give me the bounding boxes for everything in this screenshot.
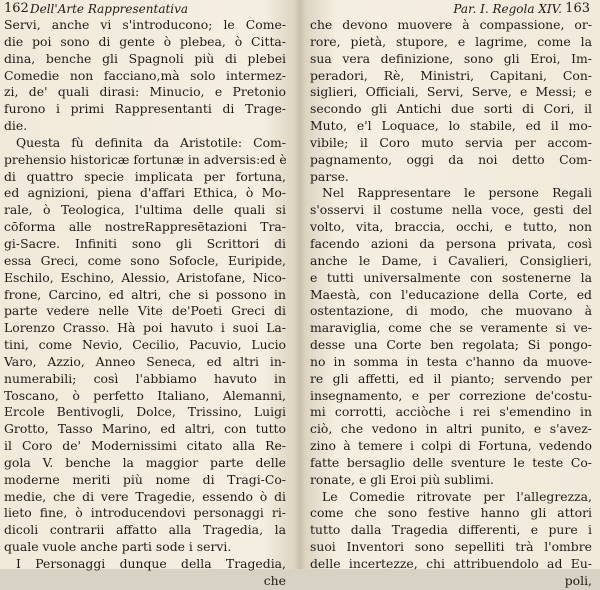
text-line: dicoli contrarii affatto alla Tragedia, la (4, 522, 286, 538)
text-line: Muto, e'l Loquace, lo stabile, ed il mo- (310, 118, 592, 134)
text-line: ronate, e gli Eroi più sublimi. (310, 471, 494, 487)
text-line: sua vera definizione, sono gli Eroi, Im- (310, 50, 592, 66)
left-page (0, 1, 292, 588)
right-page-header (310, 2, 592, 16)
text-line: secondo gli Antichi due sorti di Cori, il (310, 101, 592, 117)
text-line: Lorenzo Crasso. Hà poi havuto i suoi La- (4, 320, 286, 336)
text-line: Varo, Azzio, Anneo Seneca, ed altri in- (4, 353, 286, 369)
text-line: gola V. benche la maggior parte delle (4, 454, 286, 470)
text-line: ed agnizioni, piena d'affari Ethica, ò Mo- (4, 185, 286, 201)
text-line: s'osservi il costume nella voce, gesti del (310, 202, 592, 218)
text-line: moderne meriti più nome di Tragi-Co- (4, 471, 286, 487)
text-line: suoi Inventori sono sepelliti trà l'ombre (310, 539, 592, 555)
right-page (304, 1, 596, 588)
text-line: ciò, che vedono in altri punito, e s'avez- (310, 421, 592, 437)
text-line: Servi, anche vi s'introducono; le Come- (4, 17, 286, 32)
text-line: Eschilo, Eschino, Alessio, Aristofane, Nico- (4, 269, 286, 285)
text-line: pagnamento, oggi da noi detto Com- (310, 151, 592, 167)
text-line: essa Greci, come sono Sofocle, Euripide, (4, 252, 286, 268)
text-line: e tutti universalmente con sostenerne la (310, 269, 592, 285)
text-line: Nel Rappresentare le persone Regali (322, 185, 592, 201)
text-line: Maestà, con l'educazione della Corte, ed (310, 286, 592, 302)
text-line: frone, Carcino, ed altri, che si possono in (4, 286, 286, 302)
text-line: zino à temere i colpi di Fortuna, vedendo (310, 438, 592, 454)
text-line: re gli affetti, ed il pianto; servendo per (310, 370, 592, 386)
text-line: lieto fine, ò introducendovi personaggi ri- (4, 505, 286, 521)
text-line: di quattro specie implicata per fortuna, (4, 168, 286, 184)
text-line: no in somma in testa c'hanno da muove- (310, 353, 592, 369)
text-line: Le Comedie ritrovate per l'allegrezza, (322, 488, 592, 504)
text-line: Toscano, ò perfetto Italiano, Alemanni, (4, 387, 286, 403)
text-line: medie, che di vere Tragedie, essendo ò di (4, 488, 286, 504)
text-line: die. (4, 118, 28, 134)
text-line: siglieri, Officiali, Servi, Serve, e Messi; e (310, 84, 592, 100)
text-line: rore, pietà, stupore, e lagrime, come la (310, 33, 592, 49)
running-head: Dell'Arte Rappresentativa (30, 2, 189, 16)
text-line: parte vedere nelle Vite de'Poeti Greci di (4, 303, 286, 319)
text-line: Grotto, Tasso Marino, ed altri, con tutto (4, 421, 286, 437)
text-line: anche le Dame, i Cavalieri, Consiglieri, (310, 252, 592, 268)
text-line: che (263, 572, 286, 588)
text-line: cōforma alle nostreRappresētazioni Tra- (4, 219, 286, 235)
running-head: Par. I. Regola XIV. (453, 2, 562, 16)
text-line: rale, ò Teologica, l'ultima delle quali si (4, 202, 286, 218)
text-line: mi corrotti, acciòche i rei s'emendino in (310, 404, 592, 420)
text-line: quale vuole anche parti sode i servi. (4, 539, 232, 555)
text-line: tini, come Nevio, Cecilio, Pacuvio, Lucio (4, 337, 286, 353)
text-line: insegnamento, e per correzione de'costu- (310, 387, 592, 403)
left-page-text (4, 17, 286, 590)
text-line: peradori, Rè, Ministri, Capitani, Con- (310, 67, 592, 83)
text-line: come che sono festive hanno gli attori (310, 505, 592, 521)
left-page-header (4, 2, 286, 16)
right-page-text (310, 17, 592, 590)
text-line: numerabili; così l'abbiamo havuto in (4, 370, 286, 386)
text-line: gi-Sacre. Infiniti sono gli Scrittori di (4, 235, 286, 251)
text-line: ostentazione, di modo, che muovano à (310, 303, 592, 319)
text-line: delle incertezze, chi attribuendolo ad Eu- (310, 556, 592, 571)
text-line: il Coro de' Modernissimi citato alla Re- (4, 438, 286, 454)
text-line: che devono muovere à compassione, or- (310, 17, 592, 32)
text-line: maraviglia, come che se veramente si ve- (310, 320, 592, 336)
text-line: furono i primi Rappresentanti di Trage- (4, 101, 286, 117)
text-line: zi, de' quali dirasi: Minucio, e Pretonio (4, 84, 286, 100)
text-line: dina, benche gli Spagnoli più di plebei (4, 50, 286, 66)
text-line: parse. (310, 168, 349, 184)
text-line: desse una Corte ben regolata; Si pongo- (310, 337, 592, 353)
page-number: 162 (4, 1, 29, 16)
text-line: Ercole Bentivogli, Dolce, Trissino, Luigi (4, 404, 286, 420)
text-line: facendo azioni da persona privata, così (310, 235, 592, 251)
text-line: tutto dalla Tragedia differenti, e pure i (310, 522, 592, 538)
text-line: vibile; il Coro muto servia per accom- (310, 134, 592, 150)
text-line: die poi sono di gente ò plebea, ò Citta- (4, 33, 286, 49)
text-line: prehensio historicæ fortunæ in adversis:ed è (4, 151, 287, 167)
text-line: poli, (564, 572, 592, 588)
text-line: volto, vita, braccia, occhi, e tutto, non (310, 219, 592, 235)
text-line: Comedie non facciano,mà solo intermez- (4, 67, 286, 83)
text-line: I Personaggi dunque della Tragedia, (16, 556, 286, 571)
text-line: Questa fù definita da Aristotile: Com- (16, 134, 286, 150)
text-line: fatte bersaglio delle sventure le teste Co- (310, 454, 592, 470)
page-number: 163 (565, 1, 590, 16)
